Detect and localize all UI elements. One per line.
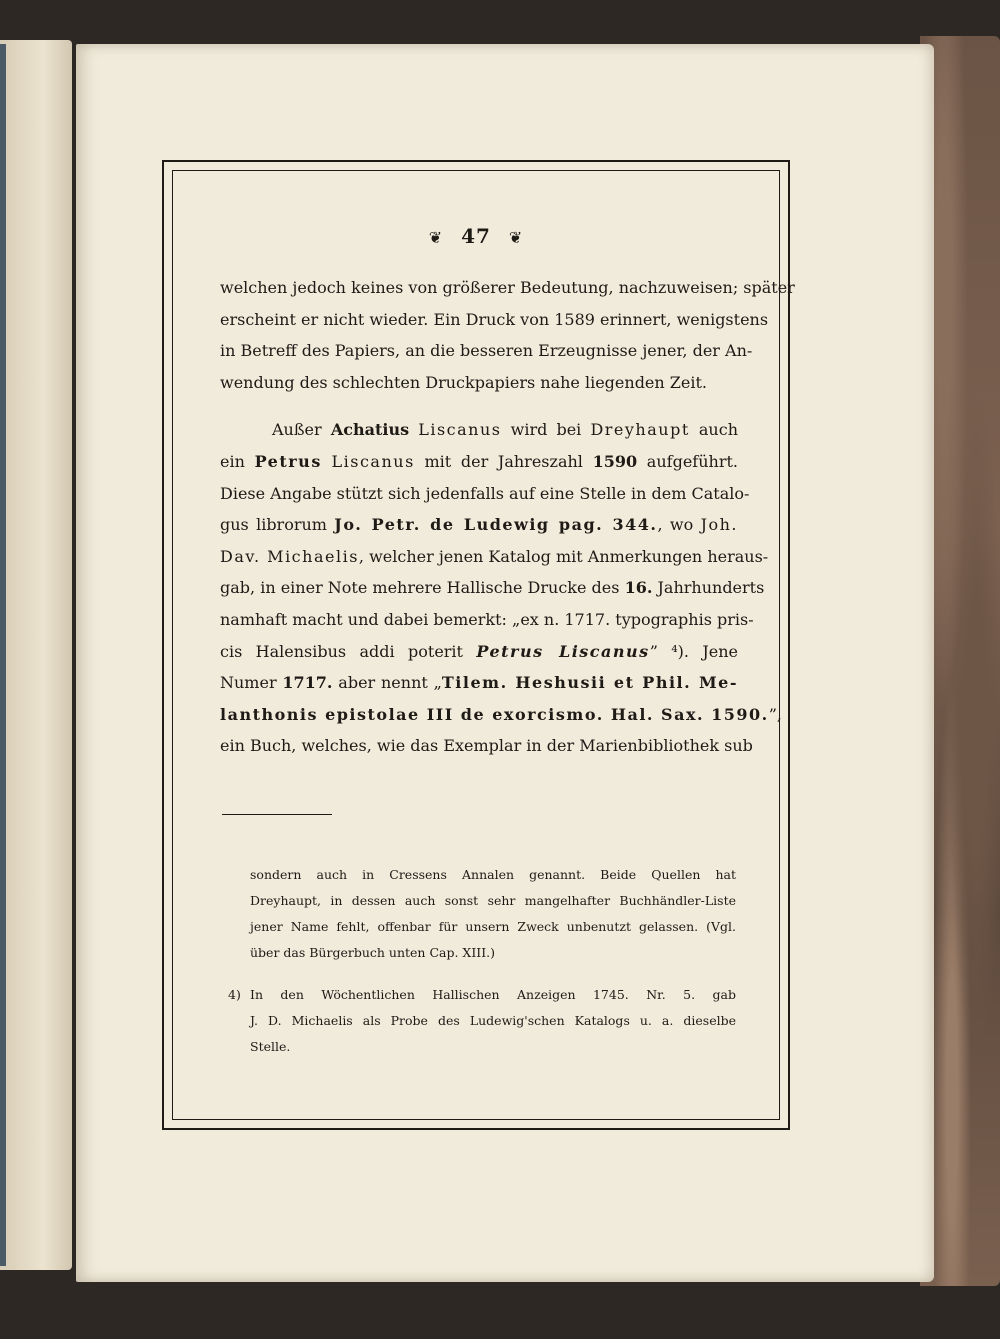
left-cover-edge xyxy=(0,44,6,1266)
footnotes xyxy=(228,862,736,1060)
footnote-line: 4) In den Wöchentlichen Hallischen Anzeigen 1745. Nr. 5. gab xyxy=(228,982,736,1008)
page-number: 47 xyxy=(461,224,491,248)
footnote-number: 4) xyxy=(228,987,241,1002)
ornament-left-icon: ❦ xyxy=(428,228,444,247)
footnote-continuation xyxy=(250,862,736,966)
footnote-line: J. D. Michaelis als Probe des Ludewig'schen Katalogs u. a. dieselbe xyxy=(250,1013,736,1028)
text-line: welchen jedoch keines von größerer Bedeutung, nachzuweisen; später xyxy=(220,278,795,297)
text-line: Numer 1717. aber nennt „Tilem. Heshusii et Phil. Me- xyxy=(220,673,738,693)
text-line: ein Buch, welches, wie das Exemplar in der Marienbibliothek sub xyxy=(220,736,753,756)
ornament-right-icon: ❦ xyxy=(508,228,524,247)
footnote-line: Dreyhaupt, in dessen auch sonst sehr mangelhafter Buchhändler-Liste xyxy=(250,893,736,908)
text-line: namhaft macht und dabei bemerkt: „ex n. 1717. typographis pris- xyxy=(220,609,754,629)
text-line: in Betreff des Papiers, an die besseren Erzeugnisse jener, der An- xyxy=(220,341,753,361)
text-line: Außer Achatius Liscanus wird bei Dreyhaupt auch xyxy=(272,420,738,440)
page-header xyxy=(164,224,788,248)
footnote-line: sondern auch in Cressens Annalen genannt. Beide Quellen hat xyxy=(250,867,736,882)
text-line: cis Halensibus addi poterit Petrus Liscanus” ⁴). Jene xyxy=(220,641,739,661)
paragraph-1 xyxy=(220,272,795,398)
text-line: erscheint er nicht wieder. Ein Druck von 1589 erinnert, wenigstens xyxy=(220,309,769,329)
text-line: wendung des schlechten Druckpapiers nahe liegenden Zeit. xyxy=(220,372,708,392)
footnote-line: Stelle. xyxy=(250,1039,291,1054)
text-line: gab, in einer Note mehrere Hallische Drucke des 16. Jahrhunderts xyxy=(220,578,765,598)
paragraph-2 xyxy=(220,414,783,762)
text-line: Diese Angabe stützt sich jedenfalls auf eine Stelle in dem Catalo- xyxy=(220,483,750,503)
text-line: Dav. Michaelis, welcher jenen Katalog mit Anmerkungen heraus- xyxy=(220,546,769,566)
footnote-line: jener Name fehlt, offenbar für unsern Zweck unbenutzt gelassen. (Vgl. xyxy=(250,919,736,934)
text-line: gus librorum Jo. Petr. de Ludewig pag. 344., wo Joh. xyxy=(220,515,739,535)
main-text xyxy=(220,272,795,762)
footnote-rule xyxy=(222,814,332,815)
footnote-4 xyxy=(228,982,736,1060)
footnote-line: über das Bürgerbuch unten Cap. XIII.) xyxy=(250,945,495,960)
text-frame xyxy=(162,160,795,1130)
text-line: lanthonis epistolae III de exorcismo. Hal. Sax. 1590.”, xyxy=(220,704,783,724)
text-line: ein Petrus Liscanus mit der Jahreszahl 1590 aufgeführt. xyxy=(220,451,738,471)
left-page-edge xyxy=(0,40,72,1270)
